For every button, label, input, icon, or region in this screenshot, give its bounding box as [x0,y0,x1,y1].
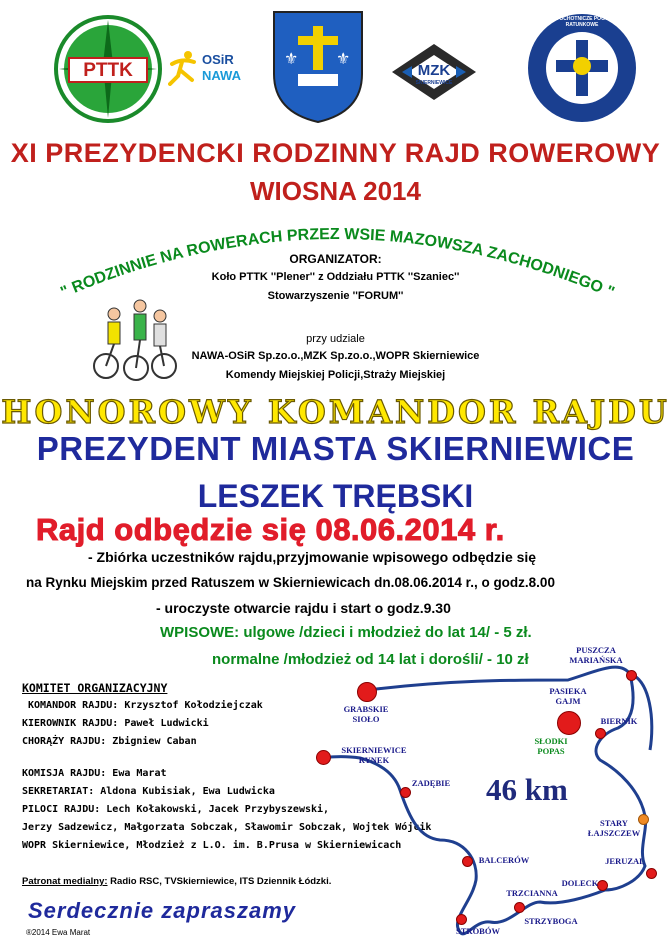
arched-slogan-text: " RODZINNIE NA ROWERACH PRZEZ WSIE MAZOWSZA ZACHODNIEGO " [58,225,617,302]
info-line-2: na Rynku Miejskim przed Ratuszem w Skierniewicach dn.08.06.2014 r., o godz.8.00 [26,575,555,590]
place-jeruzal: JERUZAL [605,856,645,866]
participation-line-1: NAWA-OSiR Sp.zo.o.,MZK Sp.zo.o.,WOPR Skierniewice [191,350,480,362]
participation-heading: przy udziale [306,333,365,345]
committee-line: KOMANDOR RAJDU: Krzysztof Kołodziejczak [28,700,263,711]
patronage-label: Patronat medialny: [22,876,108,887]
committee-line: SEKRETARIAT: Aldona Kubisiak, Ewa Ludwicka [22,786,275,797]
place-balcerow: BALCERÓW [478,855,530,865]
event-subtitle: WIOSNA 2014 [250,176,421,206]
place-puszcza: PUSZCZA MARIAŃSKA [569,645,623,665]
route-distance: 46 km [486,772,568,807]
info-line-1: - Zbiórka uczestników rajdu,przyjmowanie wpisowego odbędzie się [88,549,537,565]
place-biernik: BIERNIK [600,716,638,726]
pttk-logo [53,14,163,124]
place-doleck: DOLECK [561,878,599,888]
osir-logo-top: OSiR [202,52,234,67]
stop-pasieka [557,711,581,735]
osir-logo-bottom: NAWA [202,68,241,83]
place-pasieka: PASIEKA GAJM [549,686,587,706]
info-line-3: - uroczyste otwarcie rajdu i start o godz.9.30 [156,600,451,616]
fee-line-2: normalne /młodzież od 14 lat i dorośli/ - 10 zł [212,651,529,668]
event-date: Rajd odbędzie się 08.06.2014 r. [36,512,505,547]
media-patronage [22,876,331,887]
fee-line-1: WPISOWE: ulgowe /dzieci i młodzież do lat 14/ - 5 zł. [160,624,532,641]
committee-line: KOMISJA RAJDU: Ewa Marat [22,768,167,779]
committee-line: PILOCI RAJDU: Lech Kołakowski, Jacek Przybyszewski, [22,804,330,815]
closing-invitation: Serdecznie zapraszamy [28,898,297,923]
committee-line: KIEROWNIK RAJDU: Paweł Ludwicki [22,718,209,729]
skierniewice-coat-of-arms [270,8,366,124]
honorary-commander-heading: HONOROWY KOMANDOR RAJDU [1,393,670,431]
stop-strobow [456,914,467,925]
place-stary: STARY ŁAJSZCZEW [587,818,641,838]
honorary-commander-name: LESZEK TRĘBSKI [197,478,474,514]
pttk-logo-text: PTTK [83,60,133,81]
stop-grabskie [357,682,377,702]
place-slodki-popas: SŁODKI POPAS [534,736,568,756]
place-skierniewice: SKIERNIEWICE RYNEK [341,745,407,765]
osir-logo [168,48,258,98]
place-trzcianna: TRZCIANNA [506,888,558,898]
stop-skierniewice [316,750,331,765]
stop-zadebie [400,787,411,798]
patronage-text: Radio RSC, TVSkierniewice, ITS Dziennik Łódzki. [110,876,332,887]
participation-line-2: Komendy Miejskiej Policji,Straży Miejskiej [225,369,446,381]
copyright-note: ®2014 Ewa Marat [26,928,91,937]
committee-line: WOPR Skierniewice, Młodzież z L.O. im. B.Prusa w Skierniewicach [22,840,402,851]
committee-line: CHORĄŻY RAJDU: Zbigniew Caban [22,736,197,747]
mzk-logo-subtext: SKIERNIEWICE [415,80,453,86]
organizer-line-2: Stowarzyszenie ''FORUM'' [267,290,404,302]
svg-text:⚜: ⚜ [336,49,351,68]
place-grabskie: GRABSKIE SIOŁO [343,704,389,724]
committee-line: Jerzy Sadzewicz, Małgorzata Sobczak, Sławomir Sobczak, Wojtek Wójcik [22,822,432,833]
event-title: XI PREZYDENCKI RODZINNY RAJD ROWEROWY [10,138,661,168]
mzk-logo [392,44,476,100]
stop-jeruzal [646,868,657,879]
committee-heading: KOMITET ORGANIZACYJNY [22,681,168,695]
stop-biernik [595,728,606,739]
president-title: PREZYDENT MIASTA SKIERNIEWICE [36,430,635,467]
organizer-heading: ORGANIZATOR: [289,252,382,266]
stop-puszcza [626,670,637,681]
wopr-logo-text: WODNE OCHOTNICZE POGOTOWIE RATUNKOWE [538,16,626,28]
place-strzyboga: STRZYBOGA [524,916,578,926]
svg-text:⚜: ⚜ [284,49,299,68]
wopr-logo [526,12,638,124]
stop-balcerow [462,856,473,867]
place-strobow: STROBÓW [456,926,500,936]
mzk-logo-text: MZK [417,62,451,79]
organizer-line-1: Koło PTTK ''Plener'' z Oddziału PTTK ''Szaniec'' [211,271,460,283]
place-zadebie: ZADĘBIE [411,778,451,788]
stop-trzcianna [514,902,525,913]
